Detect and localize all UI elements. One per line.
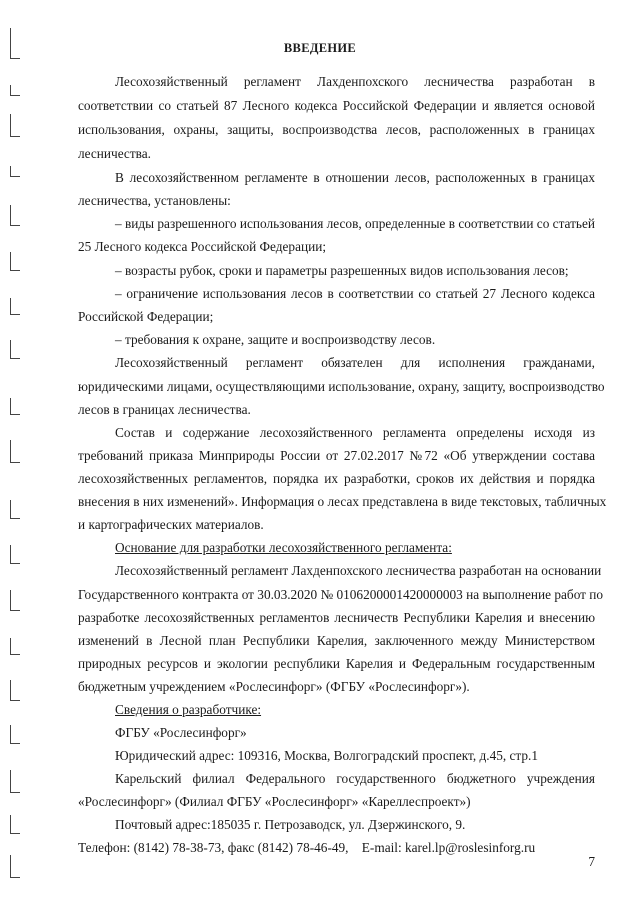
paragraph-line: бюджетным учреждением «Рослесинфорг» (ФГБУ «Рослесинфорг»). (78, 679, 470, 694)
paragraph-line: Почтовый адрес:185035 г. Петрозаводск, ул. Дзержинского, 9. (115, 817, 466, 832)
binding-tick (10, 638, 20, 655)
binding-tick (10, 298, 20, 315)
binding-tick (10, 545, 20, 564)
page-number: 7 (588, 854, 595, 869)
section-heading: Основание для разработки лесохозяйственного регламента: (115, 540, 452, 555)
paragraph-line: лесов в границах лесничества. (78, 402, 251, 417)
binding-tick (10, 770, 20, 793)
binding-tick (10, 252, 20, 271)
paragraph-line: Юридический адрес: 109316, Москва, Волгоградский проспект, д.45, стр.1 (115, 748, 539, 763)
binding-tick (10, 205, 20, 226)
paragraph-line: ФГБУ «Рослесинфорг» (115, 725, 247, 740)
binding-tick (10, 855, 20, 878)
paragraph-line: 25 Лесного кодекса Российской Федерации; (78, 239, 327, 254)
binding-tick (10, 815, 20, 834)
binding-tick (10, 500, 20, 519)
paragraph-line: лесохозяйственных регламентов, порядка их разработки, сроков их действия и порядка (78, 471, 595, 486)
binding-tick (10, 166, 20, 177)
binding-tick (10, 725, 20, 744)
list-item: – требования к охране, защите и воспроизводству лесов. (115, 332, 436, 347)
paragraph-line: требований приказа Минприроды России от 27.02.2017 №72 «Об утверждении состава (78, 448, 595, 463)
paragraph-line: Карельский филиал Федерального государственного бюджетного учреждения (115, 771, 595, 786)
list-item: – ограничение использования лесов в соответствии со статьей 27 Лесного кодекса (115, 286, 595, 301)
list-item: – виды разрешенного использования лесов, определенные в соответствии со статьей (115, 216, 596, 231)
paragraph-line: Лесохозяйственный регламент Лахденпохского лесничества разработан в (115, 74, 595, 89)
paragraph-line: «Рослесинфорг» (Филиал ФГБУ «Рослесинфорг» «Кареллеспроект») (78, 794, 471, 809)
paragraph-line: Лесохозяйственный регламент обязателен для исполнения гражданами, (115, 355, 595, 370)
paragraph-line: и картографических материалов. (78, 517, 264, 532)
binding-tick (10, 85, 20, 96)
list-item: – возрасты рубок, сроки и параметры разрешенных видов использования лесов; (115, 263, 569, 278)
page-title: ВВЕДЕНИЕ (283, 41, 357, 55)
paragraph-line: использования, охраны, защиты, воспроизводства лесов, расположенных в границах (78, 122, 595, 137)
paragraph-line: юридическими лицами, осуществляющими использование, охрану, защиту, воспроизводство (78, 379, 605, 394)
paragraph-line: В лесохозяйственном регламенте в отношении лесов, расположенных в границах (115, 170, 595, 185)
paragraph-line: лесничества. (78, 146, 151, 161)
paragraph-line: соответствии со статьей 87 Лесного кодекса Российской Федерации и является основой (78, 98, 595, 113)
binding-tick (10, 398, 20, 415)
paragraph-line: Государственного контракта от 30.03.2020 № 0106200001420000003 на выполнение работ по (78, 587, 604, 602)
binding-tick (10, 340, 20, 359)
paragraph-line: Состав и содержание лесохозяйственного регламента определены исходя из (115, 425, 595, 440)
paragraph-line: разработке лесохозяйственных регламентов лесничеств Республики Карелия и внесению (78, 610, 595, 625)
section-heading: Сведения о разработчике: (115, 702, 262, 717)
paragraph-line: Лесохозяйственный регламент Лахденпохского лесничества разработан на основании (115, 563, 602, 578)
binding-tick (10, 440, 20, 463)
binding-tick (10, 680, 20, 701)
paragraph-line: Российской Федерации; (78, 309, 214, 324)
paragraph-line: природных ресурсов и экологии республики Карелия и Федеральным государственным (78, 656, 595, 671)
paragraph-line: изменений в Лесной план Республики Карелия, заключенного между Министерством (78, 633, 595, 648)
binding-tick (10, 590, 20, 611)
binding-tick (10, 114, 20, 137)
paragraph-line: внесения в них изменений». Информация о лесах представлена в виде текстовых, табличных (78, 494, 607, 509)
paragraph-line: лесничества, установлены: (78, 193, 231, 208)
binding-marks (0, 0, 40, 905)
contact-line: Телефон: (8142) 78-38-73, факс (8142) 78-46-49, E-mail: karel.lp@roslesinforg.ru (78, 840, 536, 855)
